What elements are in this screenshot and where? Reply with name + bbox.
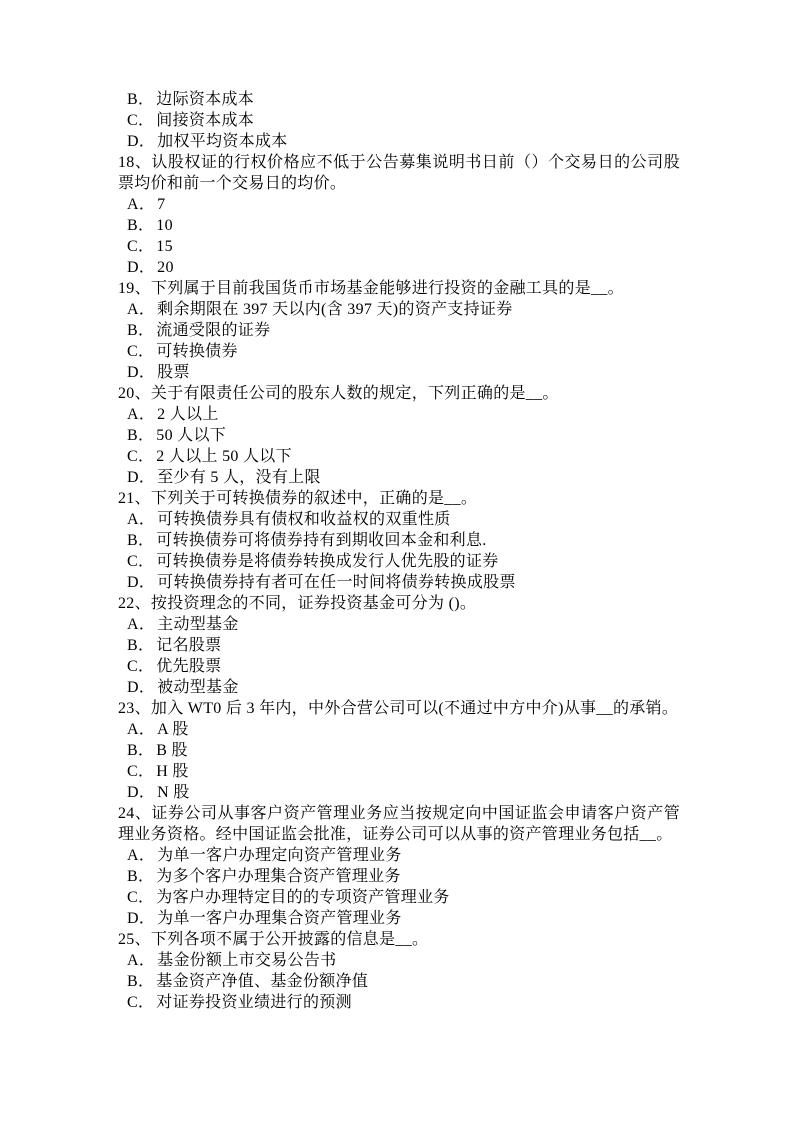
option-label: B． xyxy=(127,973,155,990)
question-number: 19、 xyxy=(118,280,151,297)
option-text: 15 xyxy=(156,238,173,255)
option-text: H 股 xyxy=(156,763,189,780)
option-line xyxy=(118,530,680,551)
option-line xyxy=(118,425,680,446)
option-label: C． xyxy=(127,448,155,465)
option-text: 可转换债券持有者可在任一时间将债券转换成股票 xyxy=(157,574,516,591)
option-label: A． xyxy=(127,616,156,633)
option-label: D． xyxy=(127,679,156,696)
option-line xyxy=(118,257,680,278)
option-text: 主动型基金 xyxy=(157,616,239,633)
option-label: C． xyxy=(127,343,155,360)
option-label: A． xyxy=(127,406,156,423)
option-text: 为客户办理特定目的的专项资产管理业务 xyxy=(156,889,450,906)
question-text: 下列各项不属于公开披露的信息是__。 xyxy=(150,931,429,948)
question-number: 22、 xyxy=(118,595,151,612)
option-text: 至少有 5 人，没有上限 xyxy=(157,469,321,486)
option-line xyxy=(118,131,680,152)
question-22 xyxy=(118,593,680,614)
option-text: 为单一客户办理定向资产管理业务 xyxy=(157,847,402,864)
question-number: 20、 xyxy=(118,385,151,402)
option-line xyxy=(118,572,680,593)
option-label: B． xyxy=(127,322,155,339)
option-text: 记名股票 xyxy=(156,637,222,654)
option-line xyxy=(118,446,680,467)
option-label: C． xyxy=(127,889,155,906)
question-18 xyxy=(118,152,680,194)
option-line xyxy=(118,971,680,992)
option-text: 可转换债券可将债券持有到期收回本金和利息. xyxy=(156,532,487,549)
option-text: N 股 xyxy=(157,784,190,801)
question-23 xyxy=(118,698,680,719)
option-text: 剩余期限在 397 天以内(含 397 天)的资产支持证券 xyxy=(157,301,513,318)
option-text: 7 xyxy=(157,196,166,213)
option-label: C． xyxy=(127,763,155,780)
option-label: A． xyxy=(127,301,156,318)
question-number: 21、 xyxy=(118,490,151,507)
option-line xyxy=(118,110,680,131)
question-number: 18、 xyxy=(118,154,152,171)
option-text: 2 人以上 xyxy=(157,406,219,423)
question-number: 25、 xyxy=(118,931,151,948)
option-text: B 股 xyxy=(156,742,188,759)
option-text: 基金份额上市交易公告书 xyxy=(157,952,337,969)
option-text: 20 xyxy=(157,259,174,276)
document-content xyxy=(118,89,680,1013)
option-line xyxy=(118,236,680,257)
question-21 xyxy=(118,488,680,509)
option-line xyxy=(118,992,680,1013)
question-text: 证券公司从事客户资产管理业务应当按规定向中国证监会申请客户资产管理业务资格。经中国证监会批准，证券公司可以从事的资产管理业务包括__。 xyxy=(118,805,680,843)
option-label: B． xyxy=(127,532,155,549)
option-line xyxy=(118,509,680,530)
option-line xyxy=(118,467,680,488)
question-text: 按投资理念的不同，证券投资基金可分为 ()。 xyxy=(150,595,477,612)
option-line xyxy=(118,887,680,908)
option-text: 可转换债券是将债券转换成发行人优先股的证券 xyxy=(156,553,499,570)
option-label: C． xyxy=(127,994,155,1011)
question-25 xyxy=(118,929,680,950)
option-label: D． xyxy=(127,259,156,276)
option-line xyxy=(118,677,680,698)
option-line xyxy=(118,908,680,929)
question-number: 23、 xyxy=(118,700,151,717)
question-text: 下列属于目前我国货币市场基金能够进行投资的金融工具的是__。 xyxy=(150,280,624,297)
option-label: D． xyxy=(127,574,156,591)
option-label: C． xyxy=(127,238,155,255)
option-text: 优先股票 xyxy=(156,658,222,675)
question-number: 24、 xyxy=(118,805,152,822)
option-line xyxy=(118,362,680,383)
option-label: B． xyxy=(127,217,155,234)
question-24 xyxy=(118,803,680,845)
option-label: B． xyxy=(127,742,155,759)
option-text: 边际资本成本 xyxy=(156,91,255,108)
option-text: 对证券投资业绩进行的预测 xyxy=(156,994,352,1011)
question-text: 下列关于可转换债券的叙述中，正确的是__。 xyxy=(150,490,478,507)
option-text: A 股 xyxy=(157,721,189,738)
option-line xyxy=(118,845,680,866)
option-text: 2 人以上 50 人以下 xyxy=(156,448,292,465)
option-line xyxy=(118,614,680,635)
option-line xyxy=(118,866,680,887)
option-line xyxy=(118,950,680,971)
option-label: D． xyxy=(127,364,156,381)
option-label: B． xyxy=(127,868,155,885)
option-label: D． xyxy=(127,469,156,486)
option-label: A． xyxy=(127,721,156,738)
option-text: 间接资本成本 xyxy=(156,112,255,129)
question-text: 关于有限责任公司的股东人数的规定，下列正确的是__。 xyxy=(150,385,559,402)
option-text: 50 人以下 xyxy=(156,427,227,444)
question-text: 加入 WT0 后 3 年内，中外合营公司可以(不通过中方中介)从事__的承销。 xyxy=(150,700,679,717)
option-label: A． xyxy=(127,196,156,213)
option-label: B． xyxy=(127,427,155,444)
option-text: 10 xyxy=(156,217,173,234)
option-text: 基金资产净值、基金份额净值 xyxy=(156,973,369,990)
question-19 xyxy=(118,278,680,299)
option-line xyxy=(118,782,680,803)
option-text: 加权平均资本成本 xyxy=(157,133,288,150)
option-text: 为单一客户办理集合资产管理业务 xyxy=(157,910,402,927)
option-line xyxy=(118,89,680,110)
option-line xyxy=(118,551,680,572)
option-label: A． xyxy=(127,952,156,969)
option-label: D． xyxy=(127,784,156,801)
option-line xyxy=(118,215,680,236)
option-label: B． xyxy=(127,91,155,108)
option-line xyxy=(118,341,680,362)
option-text: 股票 xyxy=(157,364,190,381)
option-line xyxy=(118,320,680,341)
option-text: 为多个客户办理集合资产管理业务 xyxy=(156,868,401,885)
question-20 xyxy=(118,383,680,404)
option-line xyxy=(118,761,680,782)
option-label: C． xyxy=(127,658,155,675)
option-label: D． xyxy=(127,133,156,150)
option-line xyxy=(118,740,680,761)
option-line xyxy=(118,719,680,740)
option-line xyxy=(118,404,680,425)
option-text: 可转换债券 xyxy=(156,343,238,360)
option-label: C． xyxy=(127,553,155,570)
option-line xyxy=(118,299,680,320)
option-label: B． xyxy=(127,637,155,654)
question-text: 认股权证的行权价格应不低于公告募集说明书日前（）个交易日的公司股票均价和前一个交易日的均价。 xyxy=(118,154,680,192)
option-label: C． xyxy=(127,112,155,129)
option-text: 被动型基金 xyxy=(157,679,239,696)
option-line xyxy=(118,656,680,677)
option-label: A． xyxy=(127,847,156,864)
option-text: 流通受限的证券 xyxy=(156,322,271,339)
option-label: A． xyxy=(127,511,156,528)
option-text: 可转换债券具有债权和收益权的双重性质 xyxy=(157,511,451,528)
option-line xyxy=(118,194,680,215)
option-label: D． xyxy=(127,910,156,927)
option-line xyxy=(118,635,680,656)
